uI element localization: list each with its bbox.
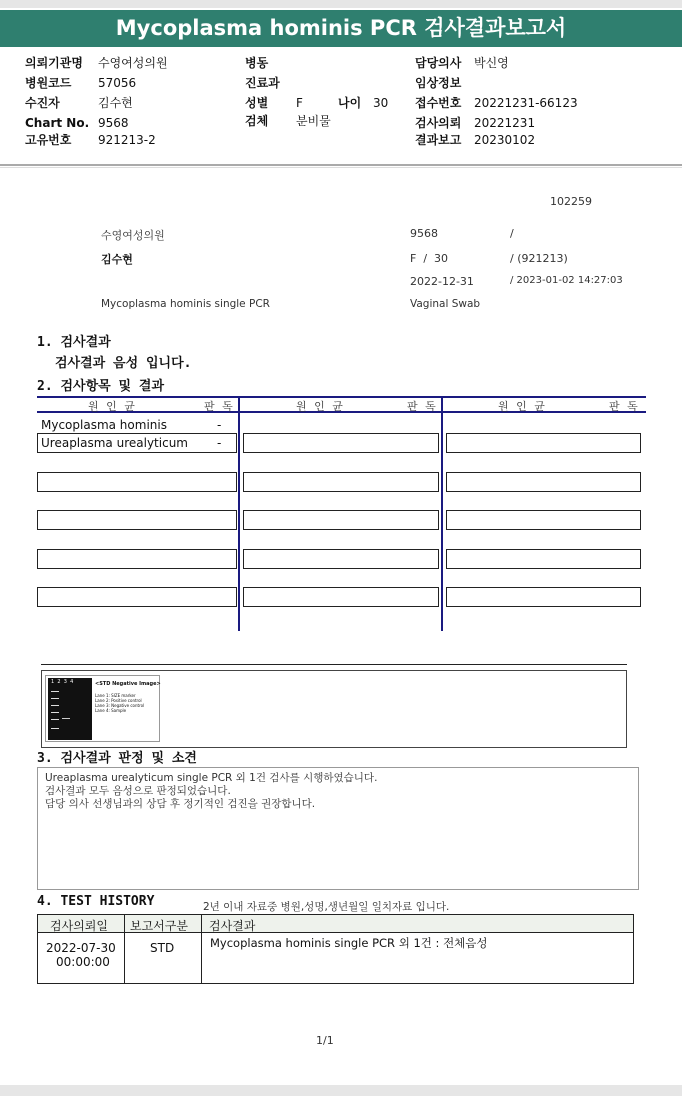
info-test-name: Mycoplasma hominis single PCR — [101, 298, 270, 310]
gel-band — [51, 712, 59, 713]
header-value-age: 30 — [373, 96, 389, 110]
header-row-request-date: 검사의뢰 — [415, 116, 462, 130]
history-col-result: 검사결과 — [209, 919, 256, 933]
gel-legend-item: Lane 3: Negative control — [95, 703, 145, 708]
report-title: Mycoplasma hominis PCR 검사결과보고서 — [0, 10, 682, 47]
pathogen-result: - — [217, 436, 222, 450]
info-date-reported: / 2023-01-02 14:27:03 — [510, 275, 623, 286]
report-code: 102259 — [550, 195, 592, 208]
history-col-rule — [124, 914, 125, 984]
history-result: Mycoplasma hominis single PCR 외 1건 : 전체음성 — [210, 936, 488, 950]
info-date-received: 2022-12-31 — [410, 275, 474, 288]
result-cell — [243, 587, 439, 607]
header-row-doctor: 담당의사 — [415, 56, 462, 70]
history-header-bg — [38, 915, 633, 932]
gel-band — [51, 719, 59, 720]
col-header-judge-3: 판 독 — [609, 400, 640, 413]
gel-photo — [48, 678, 92, 740]
col-header-judge-2: 판 독 — [407, 400, 438, 413]
pathogen-name: Ureaplasma urealyticum — [41, 436, 188, 450]
history-header-rule — [37, 932, 634, 933]
header-value-request-date: 20221231 — [474, 116, 536, 130]
gel-legend — [95, 693, 144, 713]
header-divider — [0, 164, 682, 166]
result-cell — [37, 472, 237, 492]
result-cell — [243, 549, 439, 569]
result-cell — [446, 472, 641, 492]
result-cell — [243, 433, 439, 453]
header-row-specimen: 검체 — [245, 114, 269, 128]
info-patient-name: 김수현 — [101, 253, 133, 266]
result-cell — [446, 549, 641, 569]
result-summary: 검사결과 음성 입니다. — [55, 356, 192, 371]
info-slash: / — [510, 227, 514, 240]
header-value-unique-id: 921213-2 — [98, 133, 156, 147]
gel-image — [45, 675, 160, 742]
header-value-specimen: 분비물 — [296, 114, 331, 128]
history-date: 2022-07-30 — [46, 941, 116, 955]
info-sex-age: F / 30 — [410, 252, 449, 265]
result-cell — [243, 510, 439, 530]
header-row-age: 나이 — [338, 96, 362, 110]
result-cell — [243, 472, 439, 492]
col-header-pathogen-3: 원 인 균 — [498, 400, 547, 413]
gel-legend-item: Lane 2: Positive control — [95, 698, 142, 703]
header-row-hospital-code: 병원코드 — [25, 76, 72, 90]
header-row-sex: 성별 — [245, 96, 269, 110]
gel-band — [62, 718, 70, 719]
header-value-report-date: 20230102 — [474, 133, 536, 147]
col-header-judge-1: 판 독 — [204, 400, 235, 413]
section-4-heading: 4. TEST HISTORY — [37, 894, 155, 909]
gel-legend-item: Lane 4: Sample — [95, 708, 127, 713]
header-row-patient: 수진자 — [25, 96, 60, 110]
column-divider — [441, 396, 443, 631]
comment-line: 담당 의사 선생님과의 상담 후 정기적인 검진을 권장합니다. — [45, 798, 316, 810]
result-cell — [37, 587, 237, 607]
header-value-clinic: 수영여성의원 — [98, 56, 168, 70]
header-row-receipt-no: 접수번호 — [415, 96, 462, 110]
col-header-pathogen-2: 원 인 균 — [296, 400, 345, 413]
header-value-hospital-code: 57056 — [98, 76, 137, 90]
info-chart: 9568 — [410, 227, 438, 240]
header-divider-shadow — [0, 167, 682, 168]
result-cell — [446, 433, 641, 453]
header-row-ward: 병동 — [245, 56, 269, 70]
history-time: 00:00:00 — [56, 955, 110, 969]
section-1-heading: 1. 검사결과 — [37, 335, 111, 350]
header-value-doctor: 박신영 — [474, 56, 509, 70]
top-margin — [0, 0, 682, 8]
bottom-margin — [0, 1085, 682, 1096]
gel-band — [51, 698, 59, 699]
header-row-clinical-info: 임상정보 — [415, 76, 462, 90]
history-type: STD — [150, 941, 175, 955]
gel-band — [51, 691, 59, 692]
header-row-report-date: 결과보고 — [415, 133, 462, 147]
gel-legend-item: Lane 1: SIZE marker — [95, 693, 136, 698]
header-value-patient: 김수현 — [98, 96, 133, 110]
column-divider — [238, 396, 240, 631]
header-value-sex: F — [296, 96, 303, 110]
gel-band — [51, 728, 59, 729]
comment-line: Ureaplasma urealyticum single PCR 외 1건 검사를 시행하였습니다. — [45, 772, 378, 784]
header-value-receipt-no: 20221231-66123 — [474, 96, 578, 110]
history-col-type: 보고서구분 — [130, 919, 188, 933]
pathogen-name: Mycoplasma hominis — [41, 418, 167, 432]
result-cell — [446, 587, 641, 607]
result-cell — [37, 549, 237, 569]
comment-line: 검사결과 모두 음성으로 판정되었습니다. — [45, 785, 231, 797]
header-row-dept: 진료과 — [245, 76, 280, 90]
header-value-chart: 9568 — [98, 116, 129, 130]
section-2-heading: 2. 검사항목 및 결과 — [37, 379, 165, 394]
pathogen-result: - — [217, 418, 222, 432]
gel-top-rule — [41, 664, 627, 665]
gel-lane-numbers: 1 2 3 4 — [51, 679, 74, 685]
gel-title: <STD Negative Image> — [95, 681, 161, 687]
page-number: 1/1 — [316, 1034, 334, 1047]
header-row-clinic: 의뢰기관명 — [25, 56, 83, 70]
info-reg-no: / (921213) — [510, 252, 568, 265]
section-3-heading: 3. 검사결과 판정 및 소견 — [37, 751, 197, 766]
col-header-pathogen-1: 원 인 균 — [88, 400, 137, 413]
result-cell — [37, 510, 237, 530]
result-cell — [446, 510, 641, 530]
info-clinic: 수영여성의원 — [101, 229, 165, 242]
history-col-rule — [201, 914, 202, 984]
history-col-date: 검사의뢰일 — [50, 919, 108, 933]
info-specimen: Vaginal Swab — [410, 298, 481, 310]
history-note: 2년 이내 자료중 병원,성명,생년월일 일치자료 입니다. — [203, 901, 450, 913]
gel-band — [51, 705, 59, 706]
header-row-chart: Chart No. — [25, 116, 90, 130]
header-row-unique-id: 고유번호 — [25, 133, 72, 147]
